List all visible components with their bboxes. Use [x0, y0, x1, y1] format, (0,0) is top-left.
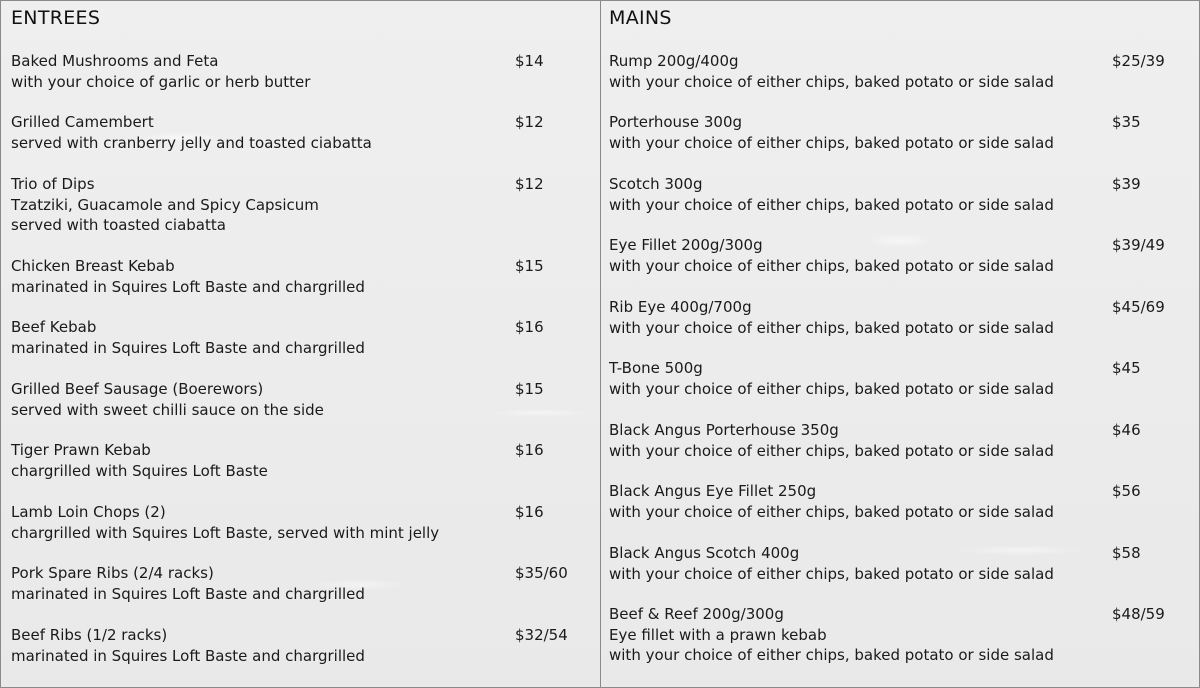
entrees-heading: ENTREES [11, 7, 101, 29]
menu-item [11, 625, 591, 666]
item-description: marinated in Squires Loft Baste and chargrilled [11, 646, 365, 665]
item-price: $45 [1112, 359, 1141, 377]
menu-item [609, 297, 1194, 338]
item-name: Black Angus Scotch 400g [609, 544, 800, 562]
item-description: marinated in Squires Loft Baste and chargrilled [11, 584, 365, 603]
item-description: with your choice of either chips, baked potato or side salad [609, 502, 1054, 521]
item-description: Tzatziki, Guacamole and Spicy Capsicum [11, 195, 319, 214]
item-price: $16 [515, 503, 544, 521]
item-price: $12 [515, 175, 544, 193]
mains-heading: MAINS [609, 7, 672, 29]
item-price: $35 [1112, 113, 1141, 131]
item-name: Pork Spare Ribs (2/4 racks) [11, 564, 214, 582]
menu-item [11, 379, 591, 420]
menu-item [609, 235, 1194, 276]
menu-item [609, 420, 1194, 461]
item-price: $39/49 [1112, 236, 1165, 254]
item-name: Eye Fillet 200g/300g [609, 236, 763, 254]
item-description: chargrilled with Squires Loft Baste, served with mint jelly [11, 523, 440, 542]
menu-item [11, 440, 591, 481]
item-name: Rump 200g/400g [609, 52, 739, 70]
item-description: chargrilled with Squires Loft Baste [11, 461, 268, 480]
menu-item [609, 358, 1194, 399]
item-name: Grilled Camembert [11, 113, 154, 131]
mains-column [602, 1, 1199, 687]
item-name: T-Bone 500g [609, 359, 703, 377]
item-description: with your choice of garlic or herb butter [11, 72, 311, 91]
menu-item [11, 51, 591, 92]
item-price: $46 [1112, 421, 1141, 439]
item-description: served with toasted ciabatta [11, 216, 226, 234]
item-price: $32/54 [515, 626, 568, 644]
item-name: Trio of Dips [11, 175, 95, 193]
item-description: marinated in Squires Loft Baste and chargrilled [11, 277, 365, 296]
item-price: $35/60 [515, 564, 568, 582]
item-name: Tiger Prawn Kebab [11, 441, 151, 459]
menu-item [609, 481, 1194, 522]
item-name: Porterhouse 300g [609, 113, 743, 131]
entrees-column [1, 1, 601, 687]
item-description: marinated in Squires Loft Baste and chargrilled [11, 338, 365, 357]
item-price: $39 [1112, 175, 1141, 193]
menu-item [609, 604, 1194, 666]
item-description: with your choice of either chips, baked potato or side salad [609, 379, 1054, 398]
item-description: with your choice of either chips, baked potato or side salad [609, 564, 1054, 583]
item-name: Rib Eye 400g/700g [609, 298, 752, 316]
item-price: $14 [515, 52, 544, 70]
menu-item [11, 563, 591, 604]
item-name: Baked Mushrooms and Feta [11, 52, 219, 70]
item-price: $48/59 [1112, 605, 1165, 623]
item-name: Black Angus Porterhouse 350g [609, 421, 839, 439]
menu-item [609, 51, 1194, 92]
item-name: Beef & Reef 200g/300g [609, 605, 784, 623]
menu-item [11, 256, 591, 297]
menu-item [609, 112, 1194, 153]
item-description: served with sweet chilli sauce on the side [11, 400, 324, 419]
item-description: Eye fillet with a prawn kebab [609, 625, 827, 644]
item-name: Chicken Breast Kebab [11, 257, 175, 275]
menu-item [609, 543, 1194, 584]
item-description: with your choice of either chips, baked potato or side salad [609, 195, 1054, 214]
item-name: Black Angus Eye Fillet 250g [609, 482, 817, 500]
item-description: with your choice of either chips, baked potato or side salad [609, 256, 1054, 275]
item-description: with your choice of either chips, baked potato or side salad [609, 72, 1054, 91]
item-price: $45/69 [1112, 298, 1165, 316]
item-price: $25/39 [1112, 52, 1165, 70]
item-name: Beef Ribs (1/2 racks) [11, 626, 168, 644]
item-description: with your choice of either chips, baked potato or side salad [609, 441, 1054, 460]
item-name: Scotch 300g [609, 175, 703, 193]
menu-item [11, 317, 591, 358]
item-name: Beef Kebab [11, 318, 97, 336]
menu-item [11, 112, 591, 153]
menu-item [11, 174, 591, 236]
item-name: Grilled Beef Sausage (Boerewors) [11, 380, 264, 398]
item-price: $16 [515, 441, 544, 459]
item-price: $12 [515, 113, 544, 131]
item-price: $15 [515, 257, 544, 275]
item-description: with your choice of either chips, baked potato or side salad [609, 133, 1054, 152]
item-price: $16 [515, 318, 544, 336]
item-price: $15 [515, 380, 544, 398]
item-description: with your choice of either chips, baked potato or side salad [609, 318, 1054, 337]
item-price: $56 [1112, 482, 1141, 500]
menu-item [609, 174, 1194, 215]
item-price: $58 [1112, 544, 1141, 562]
item-description: served with cranberry jelly and toasted ciabatta [11, 133, 372, 152]
menu-item [11, 502, 591, 543]
item-description: with your choice of either chips, baked potato or side salad [609, 646, 1054, 664]
item-name: Lamb Loin Chops (2) [11, 503, 166, 521]
